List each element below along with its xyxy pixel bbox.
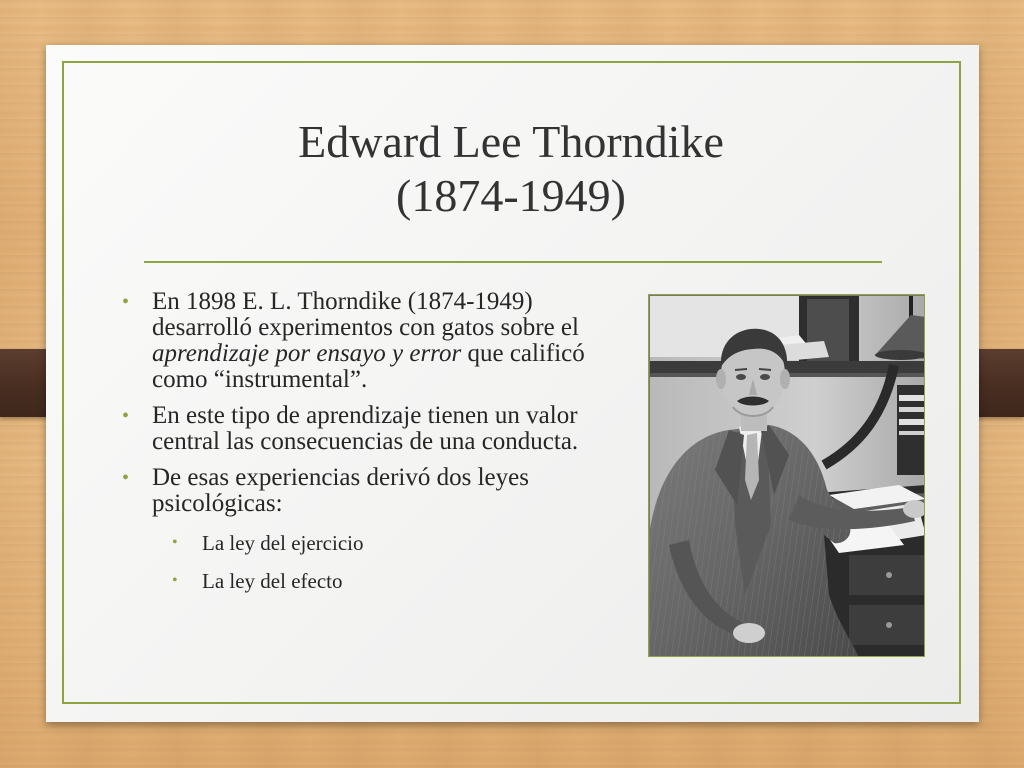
bullet-icon: •: [122, 291, 130, 313]
bullet-3-text: De esas experiencias derivó dos leyes psicológicas:: [152, 464, 529, 517]
bullet-content: [122, 289, 622, 607]
sub-bullet-1-text: La ley del ejercicio: [202, 531, 364, 555]
bullet-list: [122, 289, 622, 593]
portrait-photo: [648, 294, 925, 657]
bullet-icon: •: [122, 405, 130, 427]
slide-title: [106, 115, 916, 223]
bullet-1-text: En 1898 E. L. Thorndike (1874-1949) desarrolló experimentos con gatos sobre el: [152, 288, 579, 341]
bullet-icon: •: [122, 467, 130, 489]
bullet-1-emphasis: aprendizaje por ensayo y error: [152, 340, 462, 367]
bullet-item-1: [122, 289, 622, 393]
title-name: Edward Lee Thorndike: [298, 116, 724, 167]
sub-bullet-2-text: La ley del efecto: [202, 569, 343, 593]
title-divider: [144, 261, 882, 263]
bullet-1-text-end: que calificó como “instrumental”.: [152, 340, 585, 393]
title-years: (1874-1949): [396, 170, 626, 221]
bullet-2-text: En este tipo de aprendizaje tienen un valor central las consecuencias de una conducta.: [152, 402, 579, 455]
sub-bullet-item-2: [152, 569, 622, 593]
sub-bullet-list: [152, 531, 622, 593]
sub-bullet-item-1: [152, 531, 622, 555]
slide-paper: [46, 45, 979, 722]
bullet-item-2: [122, 403, 622, 455]
bullet-icon: •: [172, 572, 178, 589]
bullet-icon: •: [172, 534, 178, 551]
bullet-item-3: [122, 465, 622, 593]
